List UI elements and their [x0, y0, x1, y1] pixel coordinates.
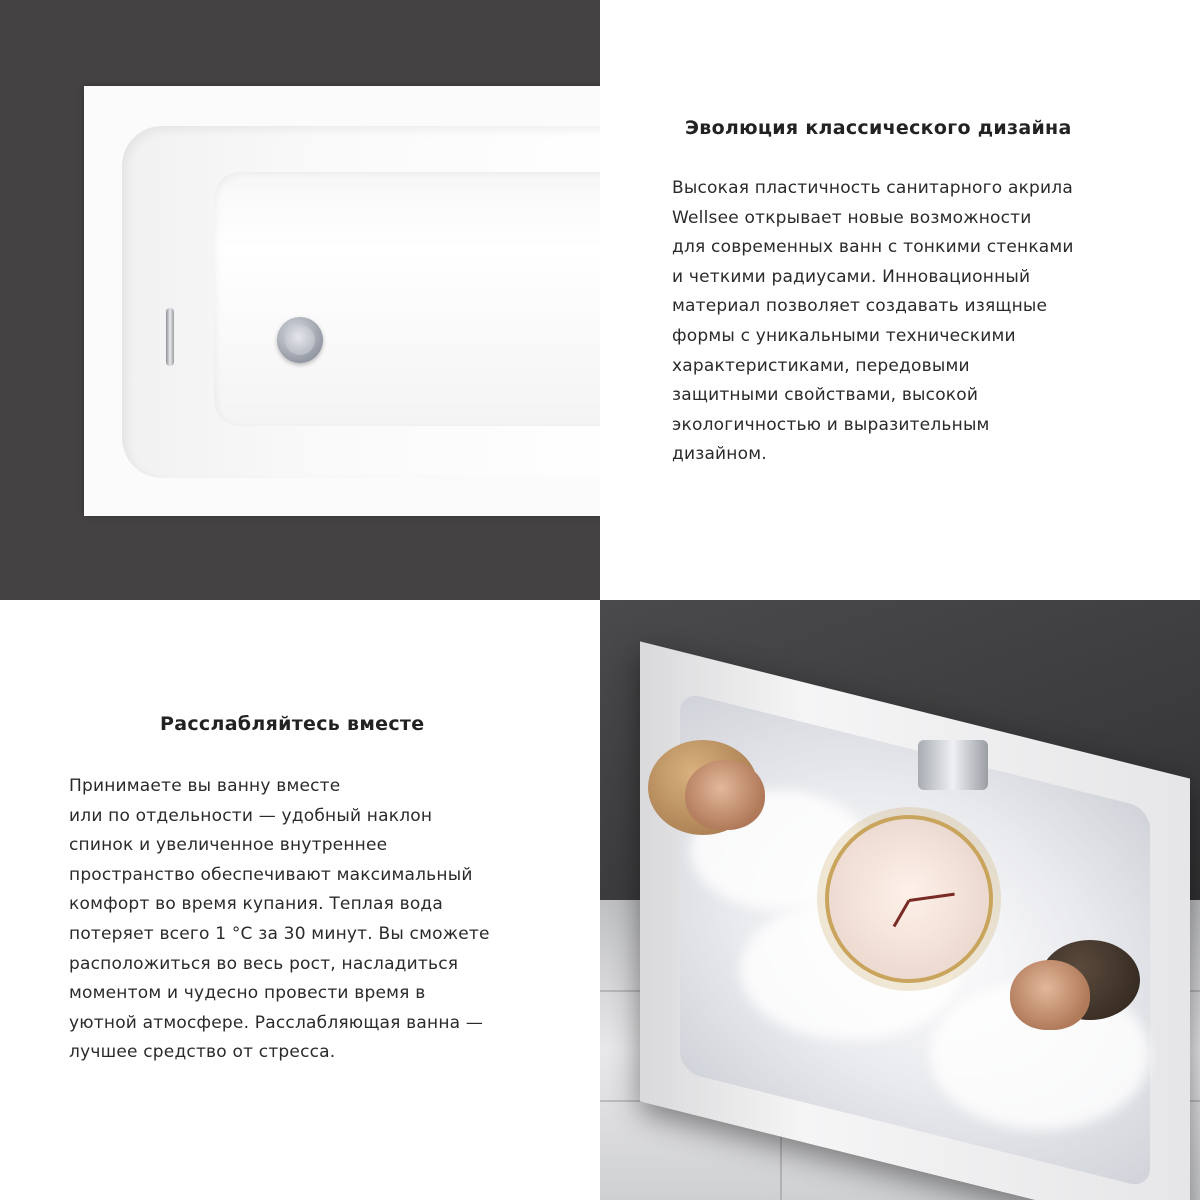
section-body-design: Высокая пластичность санитарного акрила Wellsee открывает новые возможности для современных ванн с тонкими стенками и четкими радиусами. Инновационный материал позволяет создавать изящные формы с уникальными техническими характеристиками, передовыми защитными свойствами, высокой экологичностью и выразительным дизайном.	[672, 178, 1074, 465]
bathtub-floor	[214, 172, 600, 426]
couple-in-bath-photo	[600, 600, 1200, 1200]
drain-icon	[277, 317, 323, 363]
faucet-icon	[918, 740, 988, 790]
section-body-relax: Принимаете вы ванну вместе или по отдельности — удобный наклон спинок и увеличенное внутреннее пространство обеспечивают максимальный комфорт во время купания. Теплая вода потеряет всего 1 °C за 30 минут. Вы сможете расположиться во весь рост, насладиться моментом и чудесно провести время в уютной атмосфере. Расслабляющая ванна — лучшее средство от стресса.	[69, 776, 490, 1063]
clock-minute-hand	[909, 893, 955, 902]
bathtub-inner-bowl	[122, 126, 600, 478]
section-heading-design: Эволюция классического дизайна	[685, 117, 1072, 139]
bathtub-top-view-photo	[0, 0, 600, 600]
relax-together-section	[0, 600, 600, 1200]
clock-icon	[825, 815, 993, 983]
man-head	[1010, 960, 1090, 1030]
bathtub-outer-rim	[84, 86, 600, 516]
design-evolution-section	[600, 0, 1200, 600]
section-heading-relax: Расслабляйтесь вместе	[160, 713, 425, 735]
overflow-icon	[166, 308, 174, 366]
clock-hour-hand	[893, 900, 911, 927]
woman-head	[685, 760, 765, 830]
drain-cap	[285, 325, 315, 355]
